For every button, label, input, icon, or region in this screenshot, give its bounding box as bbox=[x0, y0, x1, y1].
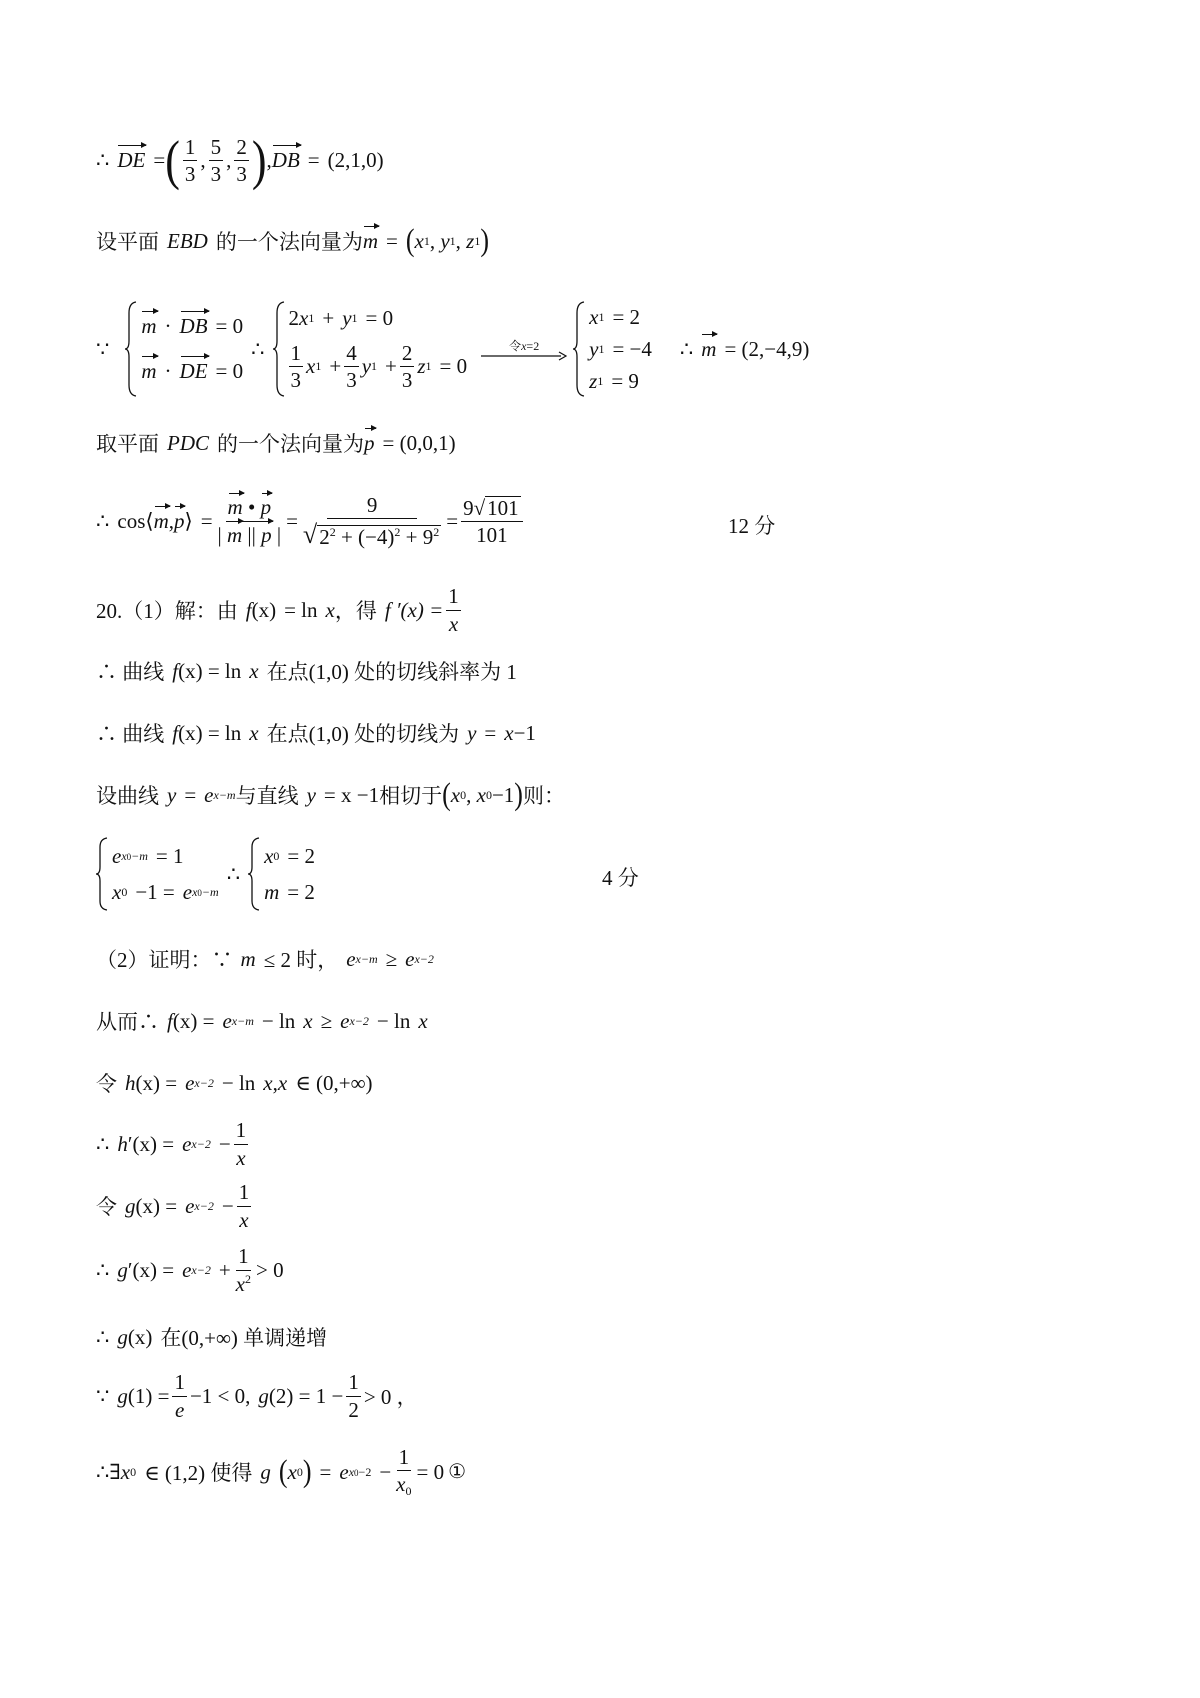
line-normal-vector-ebd: 设平面 EBD 的一个法向量为 m = ( x 1 , y 1 , z 1 ) bbox=[96, 223, 490, 258]
line-normal-vector-pdc: 取平面 PDC 的一个法向量为 p = (0,0,1) bbox=[96, 430, 456, 456]
fraction: 9 √ 101 101 bbox=[461, 496, 523, 546]
circled-one: ① bbox=[448, 1461, 467, 1483]
line-slope: ∴ 曲线 f (x) = ln x 在点(1,0) 处的切线斜率为 1 bbox=[96, 658, 517, 684]
solution-system: x 1 = 2 y 1 = −4 z 1 = 9 bbox=[589, 304, 652, 393]
line-tangent-system: e x0−m = 1 x 0 −1 = e x0−m ∴ x 0 = 2 m = 2 bbox=[96, 836, 315, 912]
line-h-derivative: ∴ h ′(x) = e x−2 − $\frac{1}{x}$ bbox=[96, 1118, 247, 1170]
fraction: $\frac{1}{3}$ bbox=[184, 135, 196, 187]
line-equation-system: ∵ m · DB = 0 m · DE = 0 ∴ 2 x 1 + y 1 = 0 $\frac{1}{3}$ x 1 + $\frac{4}{3}$ y 1 + $\frac{2}{3}$ z 1 = 0 令x=2 x 1 = 2 y 1 = −4 z 1 = 9 ∴ m = (2,−4,9) bbox=[96, 300, 809, 398]
vector-de: DE bbox=[117, 148, 146, 173]
implication-arrow: 令x=2 bbox=[481, 337, 567, 362]
line-part2-proof: （2）证明：∵ m ≤ 2 时， e x−m ≥ e x−2 bbox=[96, 946, 434, 972]
vector-db: DB bbox=[271, 148, 300, 173]
fraction: $\frac{m • p}{| m || p |}$ bbox=[217, 495, 282, 547]
line-tangent: ∴ 曲线 f (x) = ln x 在点(1,0) 处的切线为 y = x −1 bbox=[96, 720, 536, 746]
left-brace bbox=[248, 837, 260, 911]
line-de-db-vectors: ∴ DE = ( $\frac{1}{3}$ , $\frac{5}{3}$ , $\frac{2}{3}$ ) , DB = (2,1,0) bbox=[96, 129, 384, 191]
left-brace bbox=[96, 837, 108, 911]
score-12: 12 分 bbox=[728, 514, 776, 538]
condition-system: m · DB = 0 m · DE = 0 bbox=[141, 314, 244, 383]
fraction: $\frac{5}{3}$ bbox=[210, 135, 222, 187]
score-4: 4 分 bbox=[602, 866, 639, 890]
line-g-values: ∵ g (1) = $\frac{1}{e}$ −1 < 0, g (2) = 1 − $\frac{1}{2}$ > 0 ， bbox=[96, 1370, 418, 1422]
fraction: 9 √ $2^2 + (-4)^2 + 9^2$ bbox=[302, 492, 440, 550]
normal-vector-result: = (2,−4,9) bbox=[724, 336, 810, 361]
fraction: $\frac{2}{3}$ bbox=[236, 135, 247, 187]
vector-m: m bbox=[362, 228, 378, 253]
line-define-g: 令 g (x) = e x−2 − $\frac{1}{x}$ bbox=[96, 1180, 250, 1232]
line-curve-tangent: 设曲线 y = e x−m 与直线 y = x −1 相切于 ( x 0 , x 0 −1 ) 则： bbox=[96, 777, 565, 812]
right-paren: ) bbox=[251, 129, 267, 191]
left-brace bbox=[125, 301, 137, 397]
line-existence: ∴∃ x 0 ∈ (1,2) 使得 g ( x 0 ) = e x0−2 − $\frac{1}{x_0}$ = 0 ① bbox=[96, 1445, 467, 1499]
line-g-derivative: ∴ g ′(x) = e x−2 + $\frac{1}{x^2}$ > 0 bbox=[96, 1244, 284, 1296]
line-define-h: 令 h (x) = e x−2 − ln x , x ∈ (0,+∞) bbox=[96, 1070, 373, 1096]
line-cosine: ∴ cos⟨ m , p ⟩ = $\frac{m • p}{| m || p |}$ = 9 √ $2^2 + (-4)^2 + 9^2$ = 9 √ 101 101 bbox=[96, 488, 526, 554]
line-monotonic: ∴ g (x) 在(0,+∞) 单调递增 bbox=[96, 1324, 328, 1350]
line-problem-20: 20.（1）解：由 f (x) = ln x ，得 f ′(x) = $\frac{1}{x}$ bbox=[96, 584, 459, 636]
line-inequality: 从而∴ f (x) = e x−m − ln x ≥ e x−2 − ln x bbox=[96, 1008, 428, 1034]
left-paren: ( bbox=[165, 129, 180, 191]
left-brace bbox=[573, 301, 585, 397]
left-brace bbox=[273, 301, 285, 397]
linear-system: 2 x 1 + y 1 = 0 $\frac{1}{3}$ x 1 + $\frac{4}{3}$ y 1 + $\frac{2}{3}$ z 1 = 0 bbox=[288, 306, 468, 393]
